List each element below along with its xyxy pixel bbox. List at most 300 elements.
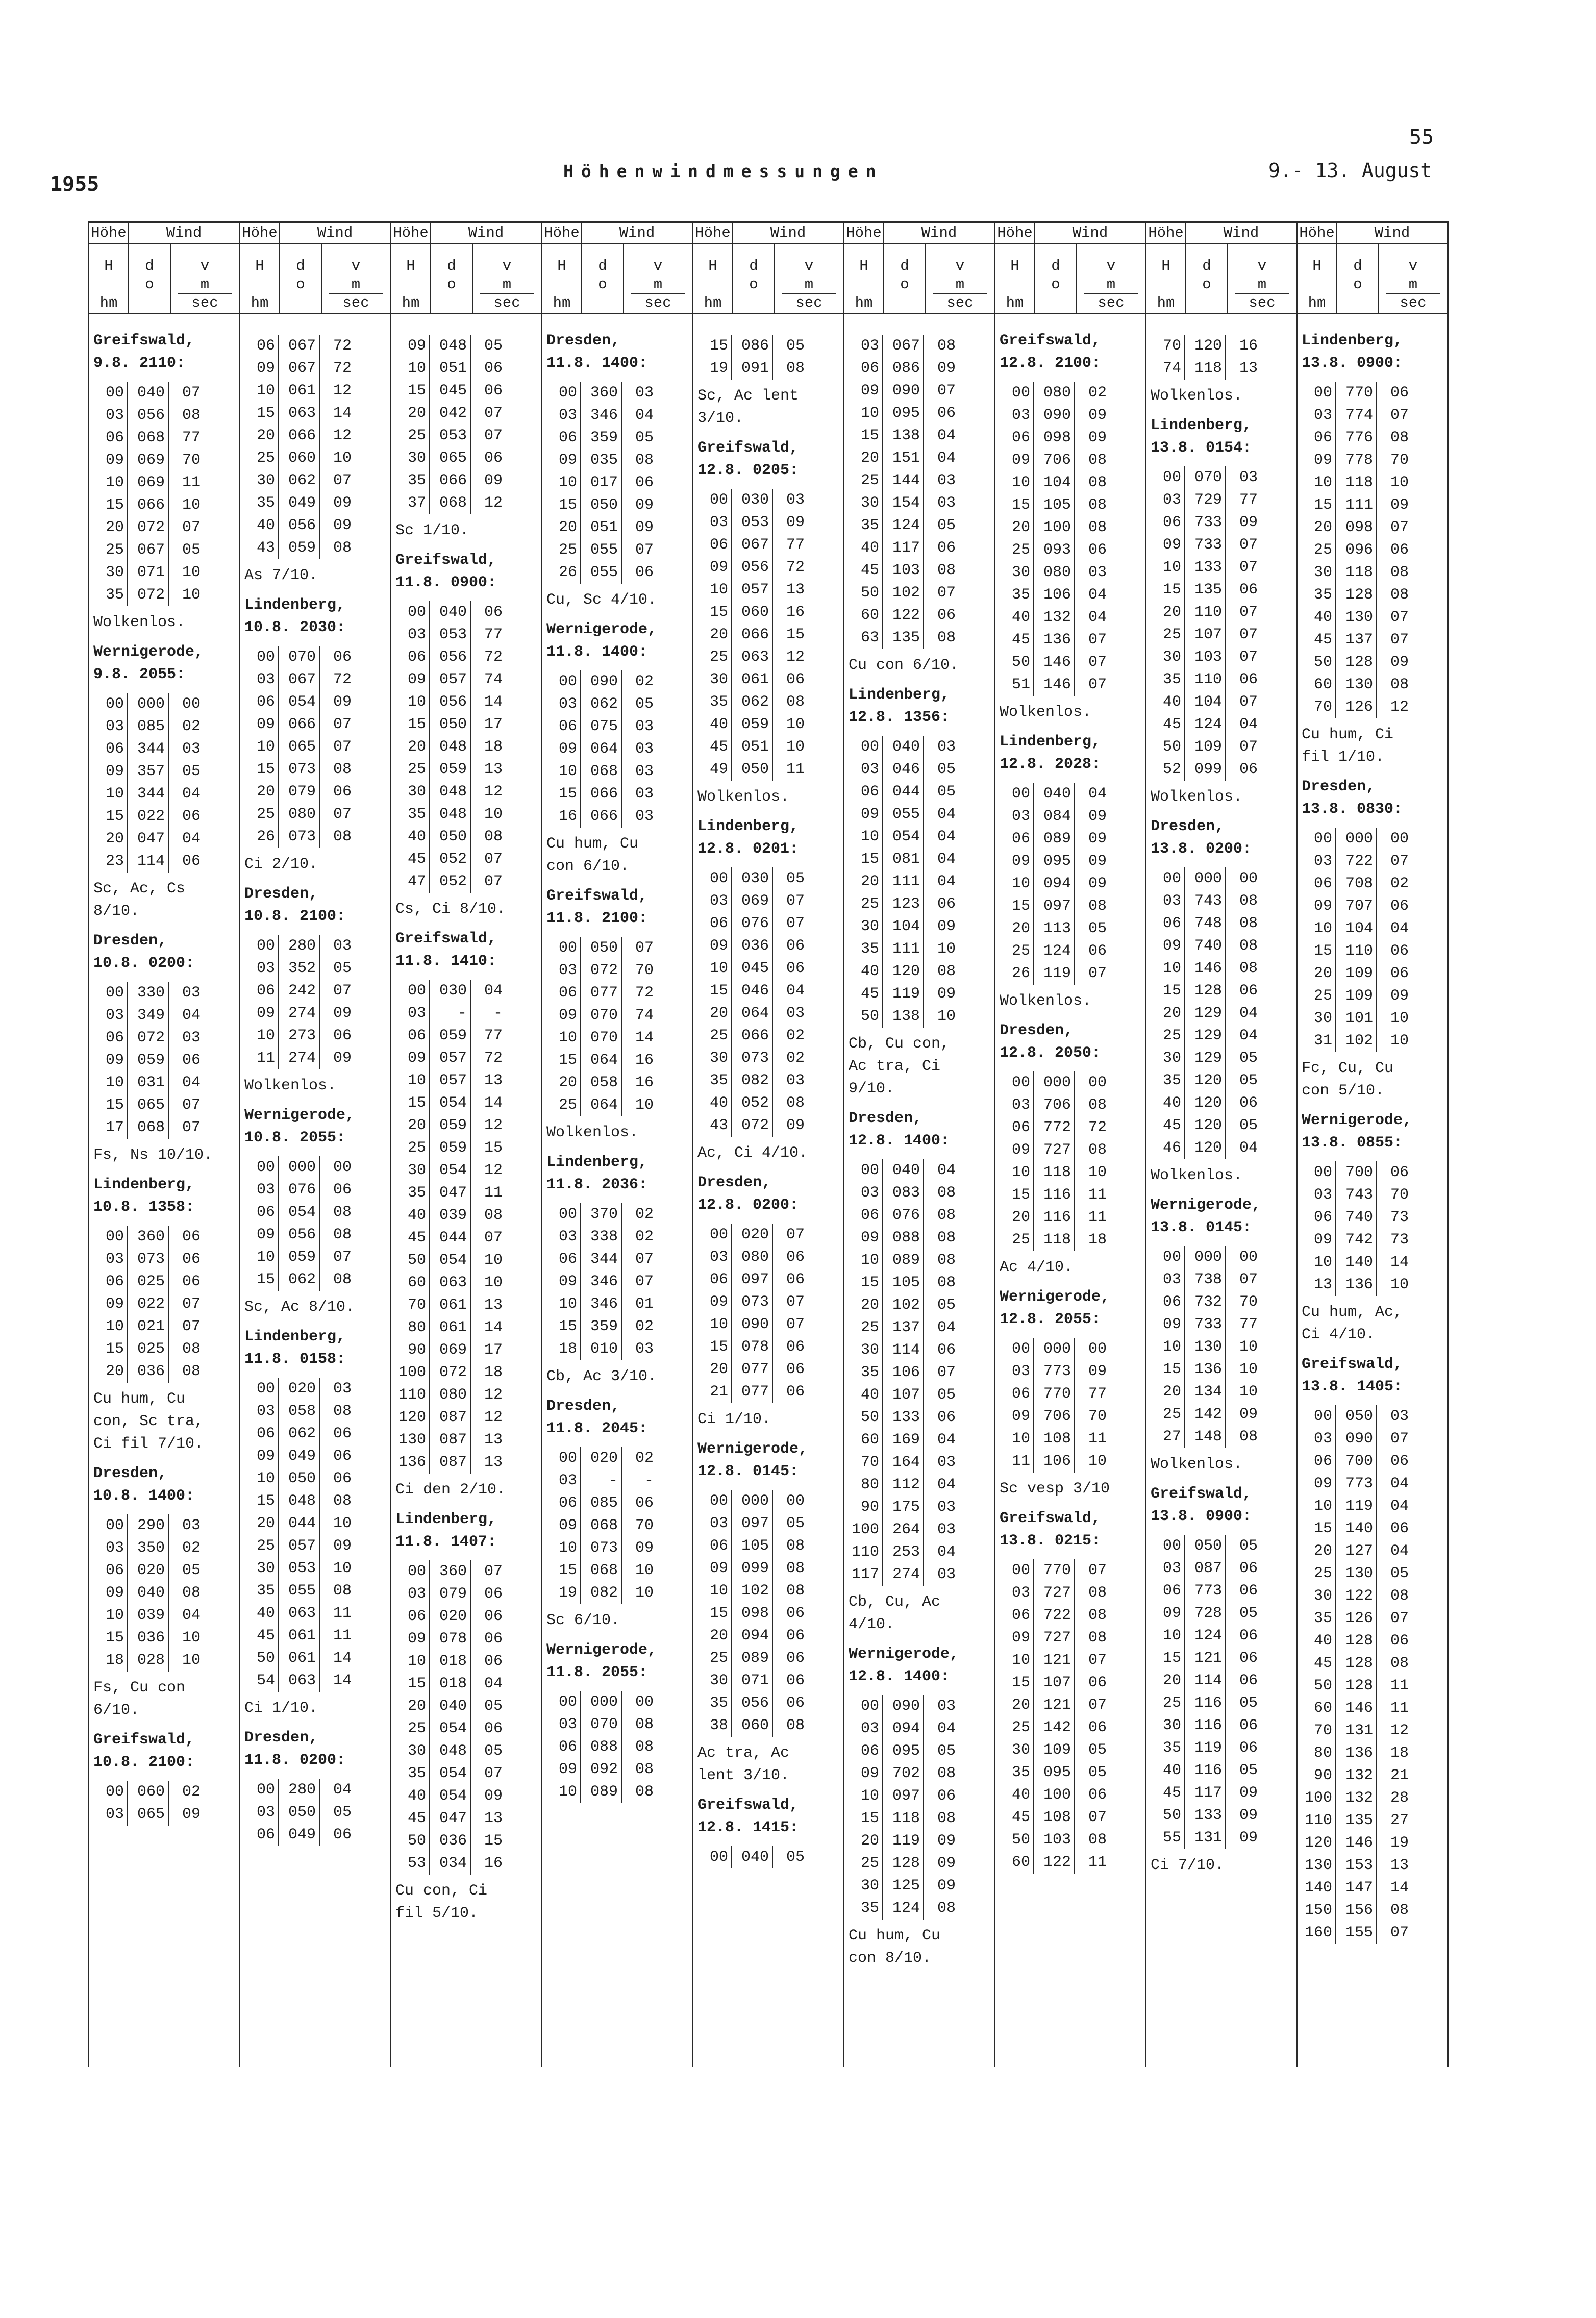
height-value: 10	[542, 1781, 581, 1803]
height-value: 20	[240, 781, 279, 803]
direction-value: 070	[581, 1027, 622, 1049]
cloud-observation: Ci 1/10.	[697, 1411, 771, 1428]
direction-value: 048	[430, 803, 471, 826]
speed-value: 08	[786, 1537, 805, 1555]
speed-value: 10	[1088, 1164, 1107, 1181]
speed-value: 05	[635, 695, 654, 713]
height-value: 03	[240, 957, 279, 980]
height-value: 03	[995, 1582, 1034, 1604]
cloud-observation: Wolkenlos.	[1151, 788, 1243, 806]
header-d: d	[1051, 258, 1060, 275]
direction-value: 130	[1336, 674, 1377, 696]
height-value: 15	[995, 895, 1034, 917]
speed-value: 09	[1088, 875, 1107, 892]
station-header: Dresden, 10.8. 1400:	[93, 1465, 195, 1505]
height-value: 40	[391, 1785, 430, 1807]
header-hoehe: Höhe	[391, 223, 431, 243]
speed-value: 05	[182, 763, 201, 780]
speed-value: 13	[484, 1297, 503, 1314]
direction-value: 073	[128, 1248, 169, 1270]
direction-value: 086	[732, 335, 773, 357]
measurement-row	[693, 758, 843, 781]
height-value: 03	[89, 1248, 128, 1270]
direction-value: 733	[1185, 511, 1226, 534]
direction-value: 066	[581, 805, 622, 828]
measurement-row	[693, 1246, 843, 1268]
direction-value: 118	[1336, 471, 1377, 494]
speed-value: 08	[1390, 1587, 1409, 1605]
speed-value: 11	[333, 1605, 352, 1622]
direction-value: 067	[279, 357, 320, 380]
speed-value: 04	[182, 1007, 201, 1024]
speed-value: 18	[484, 738, 503, 756]
height-value: 15	[1146, 1647, 1185, 1669]
speed-value: 07	[484, 1563, 503, 1580]
measurement-row	[240, 380, 390, 402]
height-value: 00	[693, 1224, 732, 1246]
direction-value: 086	[883, 357, 924, 380]
height-value: 03	[693, 1512, 732, 1535]
height-value: 15	[542, 1049, 581, 1071]
direction-value: 053	[430, 425, 471, 447]
measurement-row	[89, 539, 239, 561]
speed-value: 12	[484, 1162, 503, 1179]
measurement-row	[240, 935, 390, 957]
height-value: 00	[89, 1514, 128, 1537]
measurement-row	[995, 674, 1145, 696]
height-value: 03	[89, 404, 128, 427]
height-value: 09	[995, 1627, 1034, 1649]
speed-value: 72	[635, 984, 654, 1002]
measurement-row	[844, 1563, 994, 1586]
height-value: 15	[995, 494, 1034, 516]
measurement-row	[240, 1535, 390, 1557]
spacer	[89, 1507, 239, 1514]
measurement-row	[844, 1496, 994, 1518]
header-H: H	[406, 258, 415, 275]
speed-value: 10	[937, 1008, 956, 1025]
height-value: 00	[693, 1846, 732, 1868]
direction-value: 100	[1034, 516, 1075, 539]
speed-value: 06	[333, 1448, 352, 1465]
speed-value: 03	[786, 1005, 805, 1022]
measurement-row	[1298, 1764, 1447, 1787]
speed-value: 12	[333, 427, 352, 444]
height-value: 40	[1146, 691, 1185, 713]
wind-measurement-table	[88, 221, 1502, 2067]
measurement-row	[542, 738, 692, 760]
direction-value: 055	[279, 1580, 320, 1602]
measurement-row	[844, 425, 994, 447]
measurement-row	[1298, 449, 1447, 471]
station-header: Greifswald, 11.8. 0900:	[395, 552, 497, 591]
speed-value: 07	[1239, 738, 1258, 756]
speed-value: 06	[333, 1181, 352, 1199]
speed-value: 08	[1390, 564, 1409, 581]
height-value: 20	[1146, 1381, 1185, 1403]
measurement-row	[391, 1361, 541, 1384]
direction-value: 740	[1185, 935, 1226, 957]
direction-value: 064	[581, 1049, 622, 1071]
direction-value: 064	[581, 738, 622, 760]
height-value: 03	[1146, 890, 1185, 912]
header-row-top	[89, 223, 239, 244]
speed-value: 77	[484, 626, 503, 643]
measurement-row	[1298, 1922, 1447, 1944]
height-value: 03	[844, 758, 883, 781]
column-header	[89, 221, 239, 314]
direction-value: 000	[1185, 1246, 1226, 1268]
measurement-row	[844, 960, 994, 983]
cloud-observation: Sc 1/10.	[395, 522, 469, 539]
measurement-row	[1298, 584, 1447, 606]
measurement-row	[693, 1490, 843, 1512]
height-value: 15	[542, 494, 581, 516]
height-value: 25	[1146, 1403, 1185, 1426]
direction-value: 072	[128, 1027, 169, 1049]
speed-value: 07	[1088, 1652, 1107, 1669]
spacer	[542, 663, 692, 670]
height-value: 06	[240, 1201, 279, 1224]
spacer	[240, 1772, 390, 1779]
speed-value: 03	[635, 384, 654, 402]
speed-value: 04	[937, 873, 956, 890]
direction-value: 101	[1336, 1007, 1377, 1030]
column-body	[1146, 314, 1296, 1877]
speed-value: 08	[1239, 915, 1258, 932]
measurement-row	[89, 1293, 239, 1315]
speed-value: 01	[635, 1295, 654, 1313]
header-m: m	[804, 276, 814, 293]
height-value: 00	[844, 1159, 883, 1182]
direction-value: 130	[1185, 1336, 1226, 1358]
speed-value: 09	[333, 1537, 352, 1555]
direction-value: 706	[1034, 1094, 1075, 1116]
header-row-top	[391, 223, 541, 244]
direction-value: 051	[430, 357, 471, 380]
speed-value: 08	[1239, 960, 1258, 977]
height-value: 35	[1298, 1607, 1336, 1630]
header-row-top	[844, 223, 994, 244]
measurement-row	[240, 1246, 390, 1268]
height-value: 15	[1146, 579, 1185, 601]
measurement-row	[995, 1851, 1145, 1874]
speed-value: 08	[1239, 937, 1258, 955]
height-value: 09	[844, 1227, 883, 1249]
height-value: 50	[844, 1406, 883, 1429]
measurement-row	[1298, 962, 1447, 985]
spacer	[240, 328, 390, 335]
speed-value: 04	[1390, 920, 1409, 937]
header-speed-cell	[473, 244, 541, 314]
speed-value: 09	[1088, 853, 1107, 870]
height-value: 15	[693, 1336, 732, 1358]
speed-value: 06	[1390, 1632, 1409, 1650]
header-row-units	[1146, 244, 1296, 314]
speed-value: 14	[484, 1094, 503, 1112]
header-fraction-line	[1235, 293, 1289, 294]
direction-value: 095	[1034, 1761, 1075, 1784]
measurement-row	[542, 1315, 692, 1338]
direction-value: 040	[883, 1159, 924, 1182]
speed-value: 12	[484, 1386, 503, 1404]
direction-value: 102	[1336, 1030, 1377, 1052]
height-value: 45	[391, 1807, 430, 1830]
height-value: 25	[240, 1535, 279, 1557]
header-m: m	[955, 276, 965, 293]
height-value: 25	[391, 1137, 430, 1159]
height-value: 25	[542, 1094, 581, 1116]
speed-value: 06	[1390, 384, 1409, 402]
direction-value: 077	[581, 982, 622, 1004]
header-degree: o	[1202, 276, 1211, 293]
measurement-row	[1298, 516, 1447, 539]
measurement-row	[1146, 1426, 1296, 1448]
height-value: 35	[1146, 1069, 1185, 1092]
header-d: d	[900, 258, 909, 275]
height-value: 20	[1298, 1540, 1336, 1562]
direction-value: 129	[1185, 1002, 1226, 1025]
direction-value: 018	[430, 1673, 471, 1695]
direction-value: 727	[1034, 1139, 1075, 1161]
direction-value: 030	[430, 980, 471, 1002]
speed-value: 28	[1390, 1789, 1409, 1807]
measurement-row	[391, 1137, 541, 1159]
cloud-observation: Fs, Cu con 6/10.	[93, 1679, 186, 1719]
height-value: 06	[240, 335, 279, 357]
measurement-row	[240, 1423, 390, 1445]
direction-value: 060	[732, 1714, 773, 1737]
direction-value: 077	[732, 1381, 773, 1403]
speed-value: 70	[635, 962, 654, 979]
header-height-cell	[1298, 244, 1337, 314]
height-value: 50	[995, 651, 1034, 674]
height-value: 40	[1146, 1759, 1185, 1782]
measurement-row	[693, 890, 843, 912]
height-value: 15	[1146, 1358, 1185, 1381]
direction-value: 110	[1336, 940, 1377, 962]
speed-value: 03	[937, 494, 956, 512]
measurement-row	[240, 1625, 390, 1647]
direction-value: 065	[128, 1094, 169, 1116]
speed-value: 06	[182, 1228, 201, 1245]
cloud-observation: Cu, Sc 4/10.	[546, 591, 657, 609]
speed-value: 12	[786, 649, 805, 666]
speed-value: 08	[182, 407, 201, 424]
measurement-row	[1146, 1692, 1296, 1714]
measurement-row	[1146, 1804, 1296, 1827]
direction-value: 061	[732, 668, 773, 691]
speed-value: 07	[182, 1318, 201, 1335]
table-column	[391, 221, 542, 2067]
measurement-row	[995, 584, 1145, 606]
height-value: 15	[1298, 494, 1336, 516]
direction-value: 105	[1034, 494, 1075, 516]
direction-value: 118	[883, 1807, 924, 1830]
speed-value: 08	[333, 539, 352, 557]
measurement-row	[995, 561, 1145, 584]
direction-value: 053	[732, 511, 773, 534]
header-v: v	[653, 258, 663, 275]
direction-value: 274	[279, 1047, 320, 1069]
height-value: 09	[1146, 1313, 1185, 1336]
height-value: 00	[1146, 1535, 1185, 1557]
speed-value: 07	[1239, 559, 1258, 576]
station-header: Wernigerode, 11.8. 1400:	[546, 621, 657, 661]
direction-value: 164	[883, 1451, 924, 1474]
direction-value: 126	[1336, 696, 1377, 718]
height-value: 06	[391, 646, 430, 668]
station-header: Lindenberg, 10.8. 1358:	[93, 1176, 195, 1216]
direction-value: 116	[1185, 1714, 1226, 1737]
height-value: 03	[391, 1002, 430, 1025]
direction-value: 025	[128, 1270, 169, 1293]
height-value: 25	[1298, 539, 1336, 561]
direction-value: 072	[732, 1114, 773, 1137]
spacer	[542, 1684, 692, 1691]
direction-value: 118	[1336, 561, 1377, 584]
measurement-row	[391, 425, 541, 447]
speed-value: 03	[786, 491, 805, 509]
height-value: 00	[1298, 1405, 1336, 1428]
speed-value: 08	[333, 1403, 352, 1420]
direction-value: 051	[732, 736, 773, 758]
speed-value: 09	[1390, 496, 1409, 514]
measurement-row	[995, 1716, 1145, 1739]
measurement-row	[693, 957, 843, 980]
measurement-row	[693, 646, 843, 668]
height-value: 15	[89, 1338, 128, 1360]
direction-value: 778	[1336, 449, 1377, 471]
height-value: 03	[391, 1583, 430, 1605]
measurement-row	[1298, 494, 1447, 516]
height-value: 90	[844, 1496, 883, 1518]
direction-value: 087	[1185, 1557, 1226, 1580]
measurement-row	[995, 471, 1145, 494]
direction-value: 067	[128, 539, 169, 561]
height-value: 03	[1146, 1268, 1185, 1291]
measurement-row	[240, 1490, 390, 1512]
height-value: 03	[240, 668, 279, 691]
measurement-row	[1146, 1535, 1296, 1557]
measurement-row	[391, 691, 541, 713]
header-direction-cell	[1035, 244, 1077, 314]
speed-value: 04	[937, 1319, 956, 1336]
direction-value: 070	[581, 1713, 622, 1736]
speed-value: 07	[1088, 1562, 1107, 1579]
measurement-row	[391, 1673, 541, 1695]
speed-value: 08	[635, 1716, 654, 1733]
speed-value: 06	[484, 382, 503, 400]
direction-value: 089	[883, 1249, 924, 1272]
direction-value: 087	[430, 1451, 471, 1474]
speed-value: 06	[182, 853, 201, 870]
height-value: 15	[542, 783, 581, 805]
height-value: 45	[391, 1227, 430, 1249]
spacer	[995, 1064, 1145, 1071]
direction-value: 095	[883, 1740, 924, 1762]
measurement-row	[391, 1740, 541, 1762]
speed-value: 09	[937, 1855, 956, 1872]
direction-value: 088	[581, 1736, 622, 1758]
header-hoehe: Höhe	[1298, 223, 1337, 243]
height-value: 15	[1146, 980, 1185, 1002]
height-value: 30	[844, 1875, 883, 1897]
height-value: 25	[995, 940, 1034, 962]
measurement-row	[89, 1582, 239, 1604]
height-value: 06	[1146, 1291, 1185, 1313]
speed-value: 07	[182, 384, 201, 402]
height-value: 06	[391, 1025, 430, 1047]
speed-value: 06	[786, 937, 805, 955]
header-fraction-line	[631, 293, 685, 294]
measurement-row	[995, 1604, 1145, 1627]
measurement-row	[844, 537, 994, 559]
direction-value: 039	[430, 1204, 471, 1227]
height-value: 15	[89, 1094, 128, 1116]
station-header: Greifswald, 10.8. 2100:	[93, 1731, 195, 1771]
measurement-row	[995, 1559, 1145, 1582]
speed-value: 05	[937, 783, 956, 801]
header-v: v	[804, 258, 814, 275]
speed-value: 07	[1088, 631, 1107, 649]
direction-value: 054	[279, 1201, 320, 1224]
height-value: 25	[542, 539, 581, 561]
measurement-row	[995, 1672, 1145, 1694]
height-value: 09	[89, 449, 128, 471]
measurement-row	[542, 382, 692, 404]
measurement-row	[1298, 985, 1447, 1007]
height-value: 45	[995, 629, 1034, 651]
height-value: 15	[693, 601, 732, 624]
speed-value: 10	[1390, 474, 1409, 491]
measurement-row	[240, 826, 390, 848]
column-header	[391, 221, 541, 314]
height-value: 20	[844, 870, 883, 893]
direction-value: 242	[279, 980, 320, 1002]
measurement-row	[1298, 1742, 1447, 1764]
measurement-row	[391, 1695, 541, 1717]
height-value: 15	[240, 758, 279, 781]
direction-value: 090	[581, 670, 622, 693]
measurement-row	[391, 646, 541, 668]
speed-value: 77	[1088, 1385, 1107, 1403]
height-value: 03	[542, 1713, 581, 1736]
header-speed-cell	[926, 244, 994, 314]
measurement-row	[844, 938, 994, 960]
measurement-row	[844, 1361, 994, 1384]
speed-value: 07	[786, 915, 805, 932]
measurement-row	[995, 1071, 1145, 1094]
height-value: 10	[1298, 917, 1336, 940]
height-value: 25	[1146, 1025, 1185, 1047]
direction-value: 093	[1034, 539, 1075, 561]
measurement-row	[995, 828, 1145, 850]
header-height-cell	[240, 244, 280, 314]
speed-value: 08	[1088, 1607, 1107, 1624]
height-value: 120	[1298, 1832, 1336, 1854]
direction-value: 040	[128, 1582, 169, 1604]
measurement-row	[542, 1559, 692, 1582]
height-value: 35	[391, 469, 430, 492]
speed-value: 08	[937, 1207, 956, 1224]
header-wind: Wind	[166, 225, 202, 241]
height-value: 03	[391, 624, 430, 646]
header-m: m	[1106, 276, 1116, 293]
measurement-row	[391, 1204, 541, 1227]
measurement-row	[89, 1049, 239, 1071]
height-value: 00	[240, 1156, 279, 1179]
